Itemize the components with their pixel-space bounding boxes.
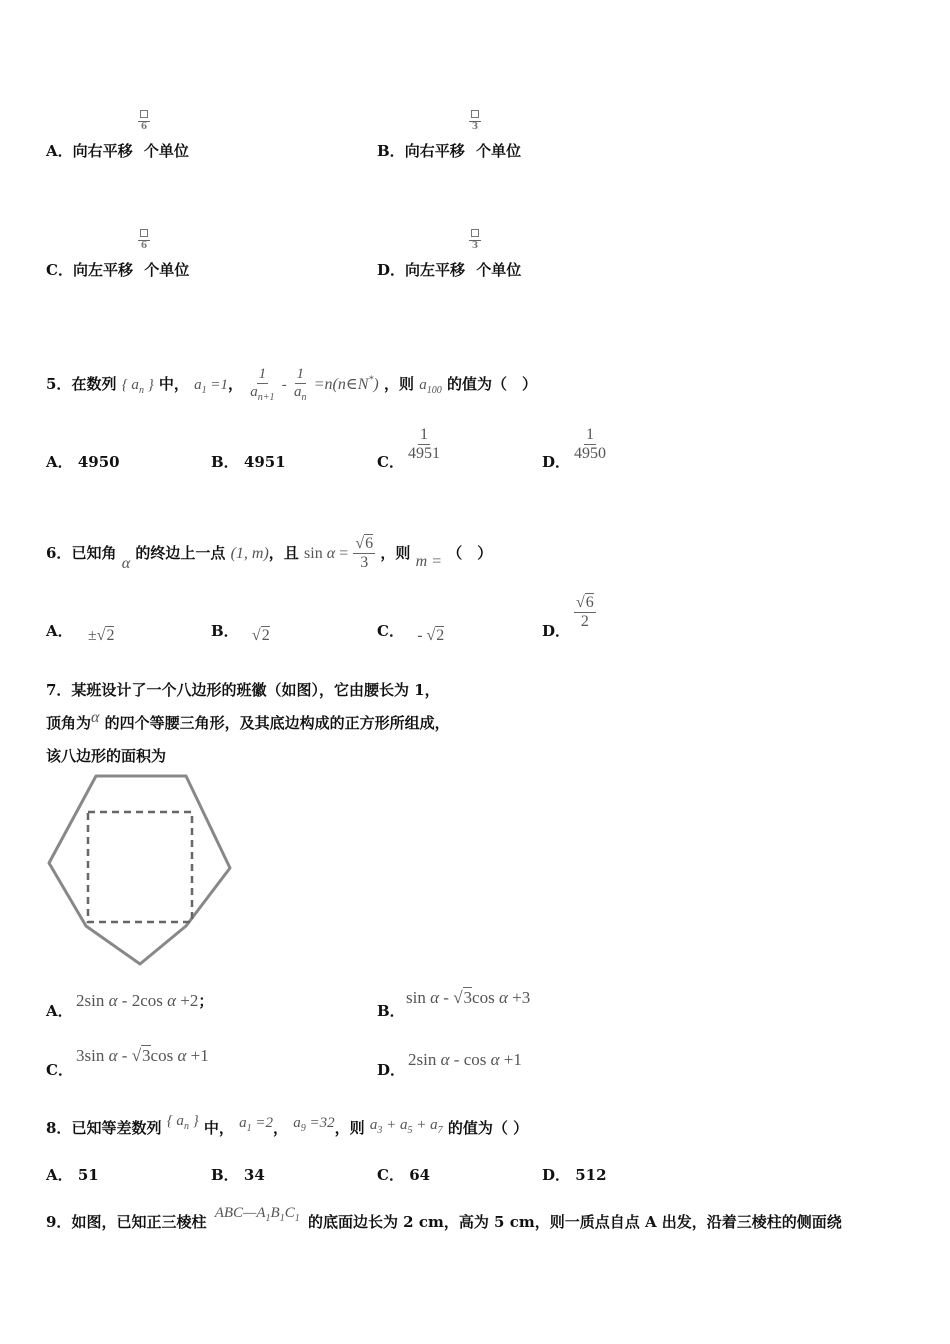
q5-option-c-fraction: $\frac{1}{4951}$ [408,426,440,463]
q7-option-c-expr: 3sin α - √3cos α +1 [76,1046,209,1065]
q6-option-a: A． ±√2 [46,622,115,644]
q5-option-d-label: D． [542,453,571,471]
q7-option-a: A． [46,1002,73,1020]
octagon-outline [49,776,230,964]
q5-option-a: A． 4950 [46,453,120,471]
q7-option-b-expr: sin α - √3cos α +3 [406,988,531,1007]
pi-over-6-fraction: 6 [138,110,150,133]
q5-option-d-fraction: $\frac{1}{4950}$ [574,426,606,463]
q7-line-1: 7．某班设计了一个八边形的班徽（如图），它由腰长为 1， [46,681,440,699]
q8-option-c: C． 64 [377,1166,431,1184]
q8-option-b: B． 34 [211,1166,265,1184]
q5-option-c-label: C． [377,453,404,471]
pi-over-3-fraction: 3 [469,110,481,133]
q7-line-2: 顶角为α 的四个等腰三角形，及其底边构成的正方形所组成， [46,709,450,732]
q4-option-a: A．向右平移 6 个单位 [46,140,189,161]
q7-option-d: D． [377,1061,406,1079]
q4-option-b: B．向右平移 3 个单位 [377,140,521,161]
q4-option-c: C．向左平移 6 个单位 [46,259,189,280]
q5-stem: 5．在数列 { $a_n$ } 中， $a_1 =1$， $\frac{1}{a_{n+1}}$ - $\frac{1}{a_n}$ =n(n∈N*) ，则 $a_{100}$ 的值为（ ） [46,366,537,404]
q9-stem: 9．如图，已知正三棱柱 $ABC—A_1B_1C_1$ 的底面边长为 2 cm，高为 5 cm，则一质点自点 A 出发，沿着三棱柱的侧面绕 [46,1205,842,1231]
pi-over-6-fraction: 6 [138,229,150,252]
pi-over-3-fraction: 3 [469,229,481,252]
q7-option-d-expr: 2sin α - cos α +1 [408,1050,522,1069]
q7-option-c: C． [46,1061,73,1079]
q6-option-c: C． - √2 [377,622,445,644]
q6-option-d-fraction: $\frac{√6}{2}$ [576,594,594,631]
q7-option-a-expr: 2sin α - 2cos α +2； [76,991,214,1010]
q4-option-d: D．向左平移 3 个单位 [377,259,521,280]
q6-option-b: B． √2 [211,622,270,644]
q8-option-d: D． 512 [542,1166,607,1184]
q7-line-3: 该八边形的面积为 [46,747,167,765]
q5-option-b: B． 4951 [211,453,286,471]
q8-stem: 8．已知等差数列 { $a_n$ } 中， $a_1 =2$， $a_9 =32$，则 $a_3 + a_5 + a_7$ 的值为（ ） [46,1113,529,1137]
q8-option-a: A． 51 [46,1166,99,1184]
q6-option-d-label: D． [542,622,571,640]
inner-square-dashed [88,812,192,922]
q7-option-b: B． [377,1002,405,1020]
octagon-badge-figure [44,768,239,973]
q6-stem: 6．已知角 α 的终边上一点 (1, m)，且 sin α = $\frac{√6}{3}$ ，则 m = （ ） [46,535,493,572]
